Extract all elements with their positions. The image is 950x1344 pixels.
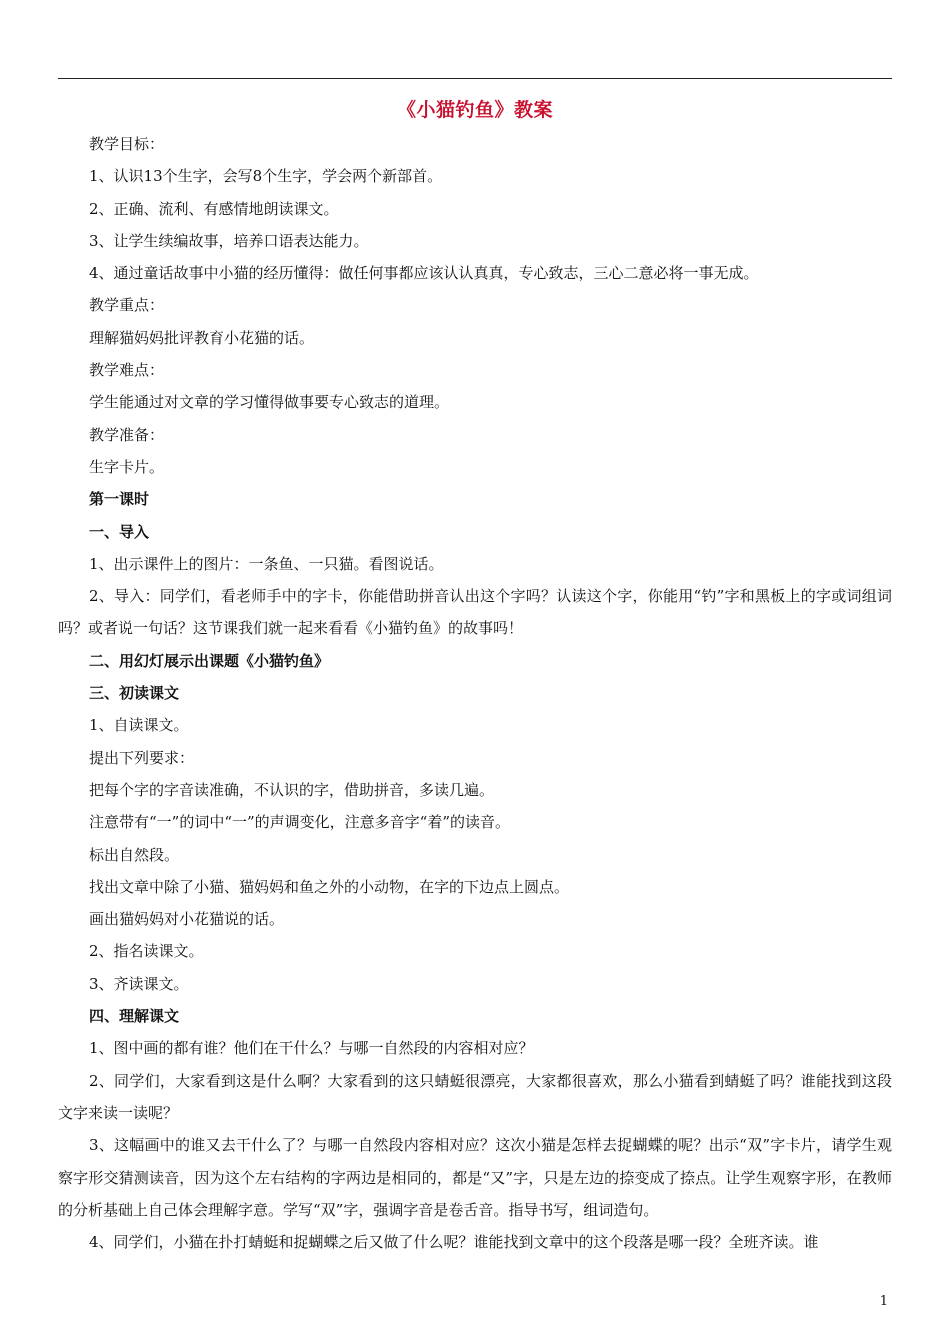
paragraph: 1、图中画的都有谁？他们在干什么？与哪一自然段的内容相对应？	[89, 1039, 534, 1058]
document-body	[58, 128, 892, 1258]
paragraph: 2、导入：同学们，看老师手中的字卡，你能借助拼音认出这个字吗？认读这个字，你能用“钓”字和黑板上的字或词组词吗？或者说一句话？这节课我们就一起来看看《小猫钓鱼》的故事吗！	[58, 587, 892, 638]
paragraph: 理解猫妈妈批评教育小花猫的话。	[89, 328, 315, 347]
paragraph: 注意带有“一”的词中“一”的声调变化，注意多音字“着”的读音。	[89, 813, 511, 832]
paragraph: 生字卡片。	[89, 457, 165, 476]
paragraph: 标出自然段。	[89, 845, 180, 864]
paragraph: 2、同学们，大家看到这是什么啊？大家看到的这只蜻蜓很漂亮，大家都很喜欢，那么小猫看到蜻蜓了吗？谁能找到这段文字来读一读呢？	[58, 1071, 892, 1122]
section-heading: 四、理解课文	[89, 1007, 180, 1026]
paragraph: 找出文章中除了小猫、猫妈妈和鱼之外的小动物，在字的下边点上圆点。	[89, 877, 570, 896]
paragraph: 教学目标：	[89, 135, 165, 153]
page-number: 1	[879, 1294, 888, 1309]
paragraph: 教学难点：	[89, 361, 165, 380]
paragraph: 提出下列要求：	[89, 748, 195, 767]
paragraph: 4、通过童话故事中小猫的经历懂得：做任何事都应该认认真真，专心致志，三心二意必将一事无成。	[89, 264, 759, 283]
paragraph: 1、出示课件上的图片：一条鱼、一只猫。看图说话。	[89, 554, 444, 573]
section-heading: 三、初读课文	[89, 684, 180, 703]
paragraph: 4、同学们，小猫在扑打蜻蜓和捉蝴蝶之后又做了什么呢？谁能找到文章中的这个段落是哪一段？全班齐读。谁	[89, 1233, 819, 1252]
paragraph: 3、齐读课文。	[89, 974, 189, 993]
paragraph: 1、自读课文。	[89, 716, 189, 735]
paragraph: 画出猫妈妈对小花猫说的话。	[89, 910, 285, 929]
section-heading: 一、导入	[89, 522, 150, 541]
paragraph: 2、指名读课文。	[89, 942, 204, 961]
paragraph: 学生能通过对文章的学习懂得做事要专心致志的道理。	[89, 393, 450, 412]
paragraph: 1、认识13个生字，会写8个生字，学会两个新部首。	[89, 167, 443, 186]
section-heading: 第一课时	[89, 490, 150, 509]
paragraph: 3、这幅画中的谁又去干什么了？与哪一自然段内容相对应？这次小猫是怎样去捉蝴蝶的呢？出示“双”字卡片，请学生观察字形交猜测读音，因为这个左右结构的字两边是相同的，都是“又”字，只是左边的捺变成了捺点。让学生观察字形，在教师的分析基础上自己体会理解字意。学写“双”字，强调字音是卷舌音。指导书写，组词造句。	[58, 1136, 892, 1219]
section-heading: 二、用幻灯展示出课题《小猫钓鱼》	[89, 651, 330, 670]
paragraph: 2、正确、流利、有感情地朗读课文。	[89, 199, 339, 218]
paragraph: 教学准备：	[89, 425, 165, 444]
paragraph: 把每个字的字音读准确，不认识的字，借助拼音，多读几遍。	[89, 780, 495, 799]
paragraph: 教学重点：	[89, 296, 165, 315]
paragraph: 3、让学生续编故事，培养口语表达能力。	[89, 231, 369, 250]
header-rule	[58, 78, 892, 79]
document-title: 《小猫钓鱼》教案	[396, 99, 553, 121]
